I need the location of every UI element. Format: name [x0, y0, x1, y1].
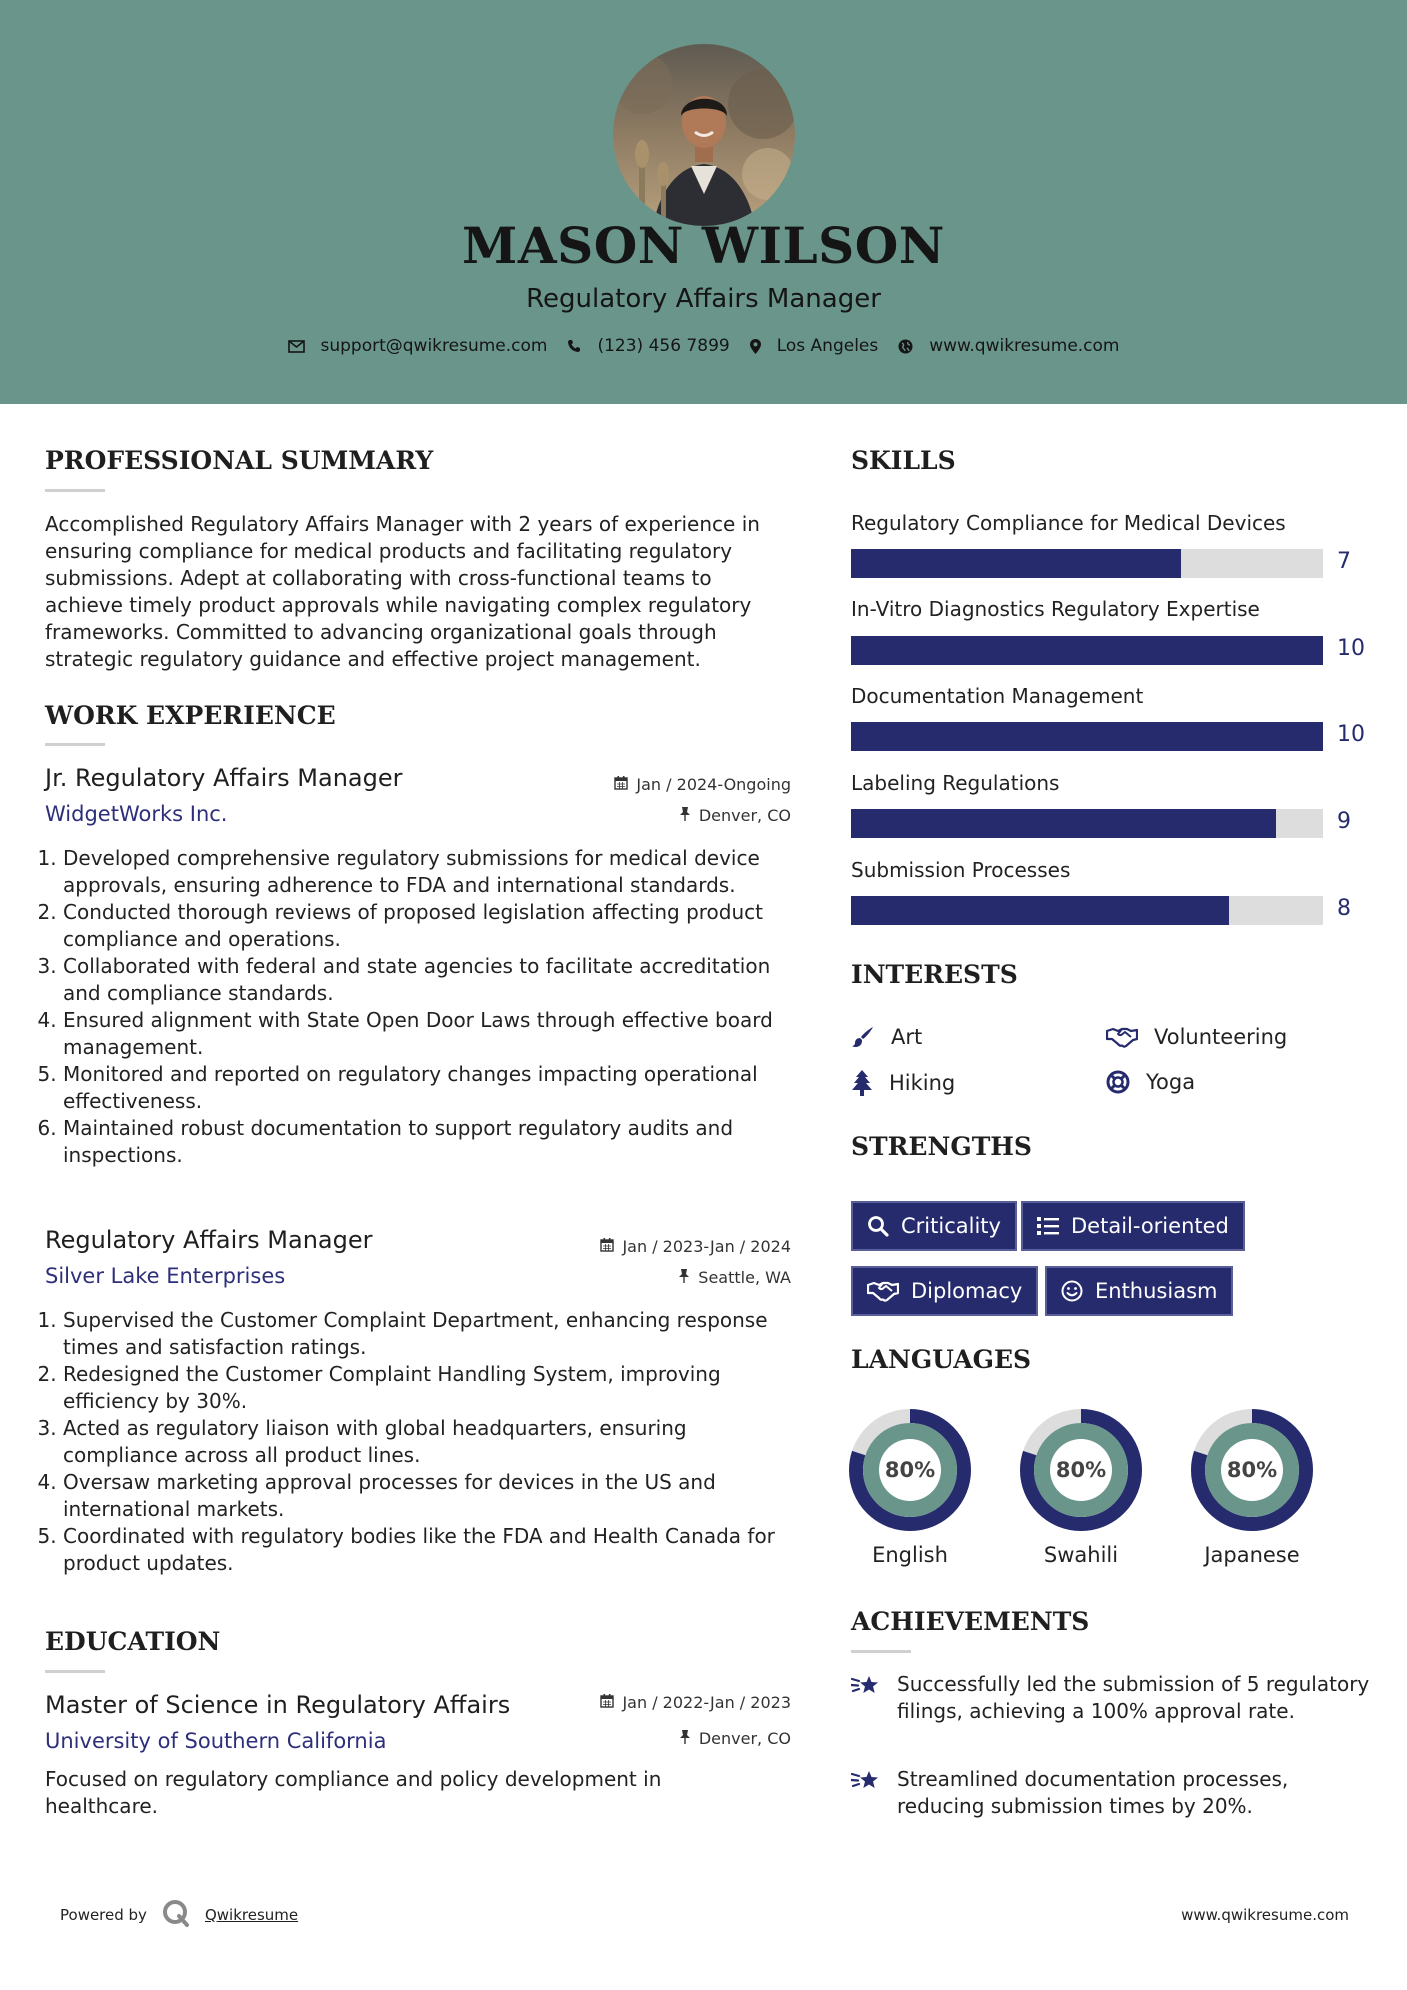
donut-chart — [1019, 1408, 1143, 1532]
strength-label: Criticality — [901, 1214, 1001, 1238]
calendar-icon — [614, 775, 628, 794]
donut-percent: 80% — [1226, 1458, 1278, 1482]
website-text: www.qwikresume.com — [929, 336, 1120, 356]
education-dates — [600, 1693, 791, 1712]
interest-label: Art — [891, 1025, 923, 1049]
qwikresume-logo-icon — [161, 1898, 191, 1932]
map-pin-icon — [750, 339, 761, 354]
paintbrush-icon — [851, 1025, 875, 1049]
strength-label: Detail-oriented — [1071, 1214, 1229, 1238]
phone-text: (123) 456 7899 — [597, 336, 730, 356]
skill-label: Regulatory Compliance for Medical Devices — [851, 511, 1286, 535]
donut-chart — [1190, 1408, 1314, 1532]
skill-label: Documentation Management — [851, 684, 1144, 708]
search-icon — [867, 1215, 889, 1237]
achievement-item — [851, 1671, 1371, 1725]
skill-value: 9 — [1337, 809, 1351, 834]
interest-volunteering — [1106, 1025, 1287, 1049]
pushpin-icon — [679, 806, 691, 825]
contact-website[interactable] — [898, 336, 1119, 356]
job-location-text: Denver, CO — [698, 806, 791, 825]
candidate-name: MASON WILSON — [462, 216, 945, 275]
job-location — [679, 806, 791, 825]
list-item: 1. Supervised the Customer Complaint Department, enhancing response times and satisfaction ratings. — [63, 1307, 803, 1361]
lifebuoy-icon — [1106, 1070, 1130, 1094]
strength-tag — [1045, 1266, 1233, 1316]
smile-icon — [1061, 1280, 1083, 1302]
job-bullets — [45, 845, 803, 1169]
list-item: 2. Conducted thorough reviews of proposed legislation affecting product compliance and operations. — [63, 899, 803, 953]
skill-label: Labeling Regulations — [851, 771, 1060, 795]
contact-phone[interactable] — [567, 336, 729, 356]
skill-bar — [851, 809, 1323, 838]
company-name: WidgetWorks Inc. — [45, 802, 228, 826]
job-title: Jr. Regulatory Affairs Manager — [45, 764, 403, 792]
list-item: 4. Oversaw marketing approval processes for devices in the US and international markets. — [63, 1469, 803, 1523]
shooting-star-icon — [851, 1766, 881, 1820]
experience-rule — [45, 743, 105, 746]
achievement-item — [851, 1766, 1371, 1820]
summary-title: PROFESSIONAL SUMMARY — [45, 446, 434, 475]
strength-label: Diplomacy — [911, 1279, 1023, 1303]
degree-title: Master of Science in Regulatory Affairs — [45, 1691, 511, 1719]
strength-tag — [1021, 1201, 1245, 1251]
strength-tag — [851, 1266, 1038, 1316]
education-title: EDUCATION — [45, 1627, 221, 1656]
interests-title: INTERESTS — [851, 960, 1018, 989]
achievement-text: Streamlined documentation processes, reducing submission times by 20%. — [897, 1767, 1289, 1818]
skill-bar — [851, 896, 1323, 925]
languages-title: LANGUAGES — [851, 1345, 1032, 1374]
language-label: Swahili — [1043, 1543, 1119, 1567]
globe-icon — [898, 339, 913, 354]
skill-bar-fill — [851, 809, 1276, 838]
location-text: Los Angeles — [776, 336, 879, 356]
list-item: 6. Maintained robust documentation to support regulatory audits and inspections. — [63, 1115, 803, 1169]
summary-line: Accomplished Regulatory Affairs Manager with 2 years of experience in — [45, 512, 760, 536]
shooting-star-icon — [851, 1671, 881, 1725]
summary-line: achieve timely product approvals while navigating complex regulatory — [45, 593, 752, 617]
contact-bar — [0, 336, 1407, 356]
tree-icon — [851, 1070, 873, 1096]
education-location — [679, 1729, 791, 1748]
company-name: Silver Lake Enterprises — [45, 1264, 286, 1288]
skill-bar — [851, 636, 1323, 665]
summary-rule — [45, 489, 105, 492]
list-item: 1. Developed comprehensive regulatory submissions for medical device approvals, ensuring adherence to FDA and international standards. — [63, 845, 803, 899]
email-text: support@qwikresume.com — [320, 336, 548, 356]
job-location-text: Seattle, WA — [698, 1268, 791, 1287]
education-description: Focused on regulatory compliance and policy development in healthcare. — [45, 1767, 662, 1818]
summary-line: frameworks. Committed to advancing organizational goals through — [45, 620, 717, 644]
list-icon — [1037, 1216, 1059, 1236]
list-item: 5. Coordinated with regulatory bodies like the FDA and Health Canada for product updates. — [63, 1523, 803, 1577]
list-item: 4. Ensured alignment with State Open Door Laws through effective board management. — [63, 1007, 803, 1061]
handshake-icon — [867, 1280, 899, 1302]
strengths-title: STRENGTHS — [851, 1132, 1032, 1161]
job-title: Regulatory Affairs Manager — [45, 1226, 373, 1254]
skill-bar-fill — [851, 549, 1181, 578]
footer-website[interactable]: www.qwikresume.com — [1181, 1906, 1349, 1924]
pushpin-icon — [678, 1268, 690, 1287]
job-dates — [614, 775, 791, 794]
language-donut — [1019, 1408, 1143, 1536]
education-rule — [45, 1670, 105, 1673]
contact-email[interactable] — [288, 336, 548, 356]
skill-label: Submission Processes — [851, 858, 1071, 882]
summary-line: ensuring compliance for medical products and facilitating regulatory — [45, 539, 733, 563]
skill-bar-fill — [851, 896, 1229, 925]
language-donut — [848, 1408, 972, 1536]
language-label: Japanese — [1204, 1543, 1300, 1567]
skill-value: 8 — [1337, 896, 1351, 921]
contact-location — [750, 336, 879, 356]
summary-line: strategic regulatory guidance and effective project management. — [45, 647, 701, 671]
calendar-icon — [600, 1693, 614, 1712]
skill-value: 10 — [1337, 722, 1365, 747]
education-location-text: Denver, CO — [698, 1729, 791, 1748]
job-location — [678, 1268, 791, 1287]
skills-title: SKILLS — [851, 446, 956, 475]
brand-link[interactable]: Qwikresume — [204, 1906, 299, 1924]
job-dates-text: Jan / 2023-Jan / 2024 — [622, 1237, 791, 1256]
strength-label: Enthusiasm — [1095, 1279, 1218, 1303]
interest-hiking — [851, 1070, 955, 1096]
summary-line: submissions. Adept at collaborating with cross-functional teams to — [45, 566, 712, 590]
donut-percent: 80% — [884, 1458, 936, 1482]
header-banner — [0, 0, 1407, 404]
list-item: 3. Acted as regulatory liaison with global headquarters, ensuring compliance across all product lines. — [63, 1415, 803, 1469]
education-dates-text: Jan / 2022-Jan / 2023 — [622, 1693, 791, 1712]
powered-by-text: Powered by — [60, 1906, 147, 1924]
handshake-icon — [1106, 1026, 1138, 1048]
footer-powered-by — [60, 1898, 298, 1932]
skill-value: 7 — [1337, 549, 1351, 574]
phone-icon — [567, 339, 581, 353]
interest-yoga — [1106, 1070, 1195, 1094]
summary-text — [45, 511, 805, 673]
job-bullets — [45, 1307, 803, 1577]
skill-value: 10 — [1337, 636, 1365, 661]
achievements-title: ACHIEVEMENTS — [851, 1607, 1090, 1636]
list-item: 3. Collaborated with federal and state agencies to facilitate accreditation and compliance standards. — [63, 953, 803, 1007]
achievement-text: Successfully led the submission of 5 regulatory filings, achieving a 100% approval rate. — [897, 1672, 1370, 1723]
candidate-role: Regulatory Affairs Manager — [526, 284, 881, 314]
skill-bar-fill — [851, 722, 1323, 751]
skill-bar — [851, 722, 1323, 751]
interest-art — [851, 1025, 922, 1049]
pushpin-icon — [679, 1729, 691, 1748]
avatar — [613, 44, 795, 226]
list-item: 5. Monitored and reported on regulatory changes impacting operational effectiveness. — [63, 1061, 803, 1115]
experience-title: WORK EXPERIENCE — [45, 701, 336, 730]
interest-label: Hiking — [889, 1071, 956, 1095]
job-dates — [600, 1237, 791, 1256]
strength-tag — [851, 1201, 1017, 1251]
list-item: 2. Redesigned the Customer Complaint Handling System, improving efficiency by 30%. — [63, 1361, 803, 1415]
job-dates-text: Jan / 2024-Ongoing — [636, 775, 791, 794]
skill-bar-fill — [851, 636, 1323, 665]
school-name: University of Southern California — [45, 1729, 387, 1753]
donut-percent: 80% — [1055, 1458, 1107, 1482]
interest-label: Yoga — [1146, 1070, 1196, 1094]
envelope-icon — [288, 340, 305, 353]
donut-chart — [848, 1408, 972, 1532]
skill-bar — [851, 549, 1323, 578]
language-donut — [1190, 1408, 1314, 1536]
interest-label: Volunteering — [1154, 1025, 1288, 1049]
calendar-icon — [600, 1237, 614, 1256]
achievements-rule — [851, 1650, 911, 1653]
language-label: English — [872, 1543, 948, 1567]
skill-label: In-Vitro Diagnostics Regulatory Expertise — [851, 597, 1260, 621]
